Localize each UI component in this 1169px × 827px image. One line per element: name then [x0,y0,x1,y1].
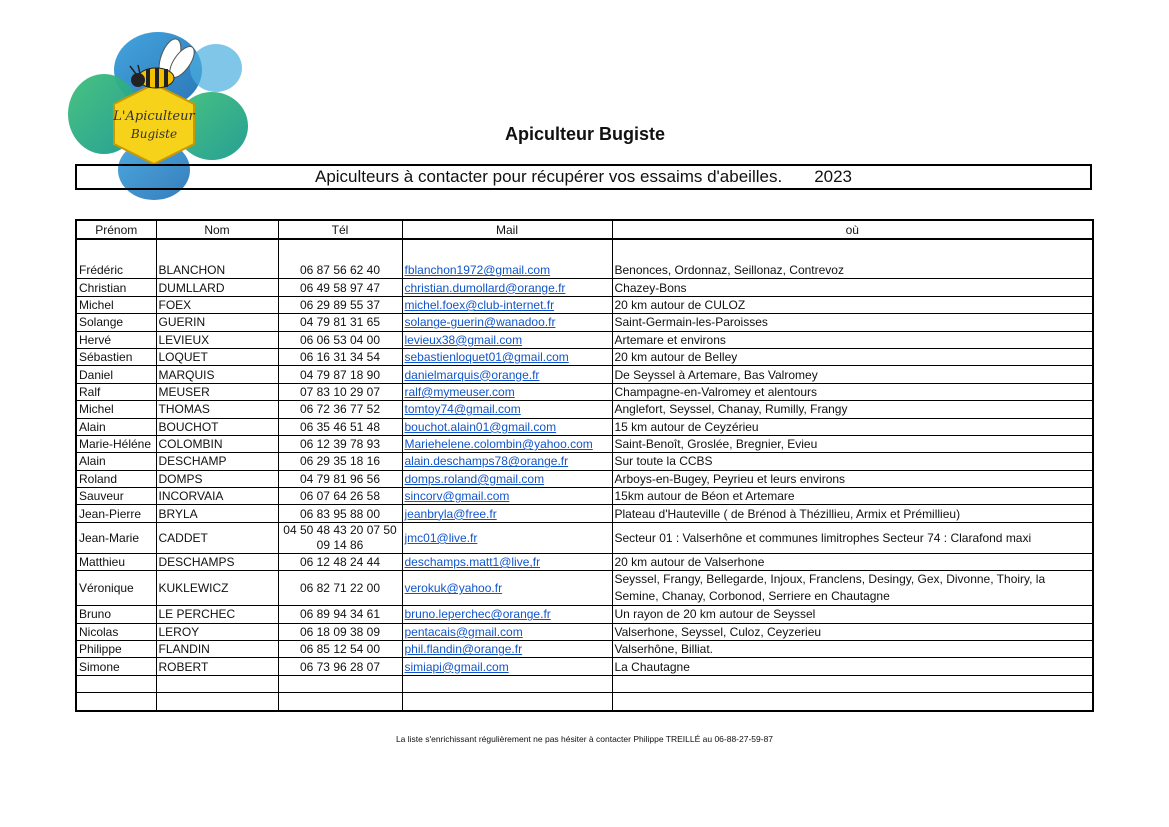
cell-ou: Secteur 01 : Valserhône et communes limitrophes Secteur 74 : Clarafond maxi [612,522,1093,553]
email-link[interactable]: michel.foex@club-internet.fr [404,297,555,312]
table-row [76,366,1093,383]
cell-prenom [76,675,156,692]
cell-mail[interactable] [402,522,612,553]
cell-nom: LEROY [156,623,278,640]
subtitle-banner [75,164,1092,190]
cell-ou: Saint-Benoît, Groslée, Bregnier, Evieu [612,435,1093,452]
email-link[interactable]: jmc01@live.fr [404,530,478,545]
table-row [76,279,1093,296]
cell-mail [402,693,612,711]
cell-tel: 04 50 48 43 20 07 50 09 14 86 [278,522,402,553]
spacer-row [76,239,1093,262]
cell-prenom: Nicolas [76,623,156,640]
cell-ou: Anglefort, Seyssel, Chanay, Rumilly, Frangy [612,401,1093,418]
email-link[interactable]: phil.flandin@orange.fr [404,642,523,657]
cell-mail[interactable] [402,296,612,313]
table-row [76,641,1093,658]
table-row [76,505,1093,522]
email-link[interactable]: levieux38@gmail.com [404,332,523,347]
email-link[interactable]: deschamps.matt1@live,fr [404,555,541,570]
table-row [76,418,1093,435]
cell-tel: 04 79 81 96 56 [278,470,402,487]
page-title: Apiculteur Bugiste [504,124,665,144]
cell-ou: Artemare et environs [612,331,1093,348]
cell-prenom: Alain [76,418,156,435]
cell-nom: DUMLLARD [156,279,278,296]
cell-tel: 06 49 58 97 47 [278,279,402,296]
email-link[interactable]: domps.roland@gmail.com [404,471,545,486]
email-link[interactable]: solange-guerin@wanadoo.fr [404,315,556,330]
cell-ou: Un rayon de 20 km autour de Seyssel [612,606,1093,623]
cell-nom [156,693,278,711]
cell-ou: 20 km autour de Valserhone [612,553,1093,570]
cell-ou: Chazey-Bons [612,279,1093,296]
cell-tel: 06 29 35 18 16 [278,453,402,470]
cell-mail[interactable] [402,488,612,505]
email-link[interactable]: fblanchon1972@gmail.com [404,263,551,278]
cell-nom: MARQUIS [156,366,278,383]
cell-mail[interactable] [402,606,612,623]
cell-nom: FLANDIN [156,641,278,658]
cell-mail[interactable] [402,435,612,452]
table-row [76,348,1093,365]
cell-prenom: Ralf [76,383,156,400]
cell-ou: La Chautagne [612,658,1093,675]
cell-ou: 15 km autour de Ceyzérieu [612,418,1093,435]
cell-tel: 06 83 95 88 00 [278,505,402,522]
cell-prenom: Solange [76,314,156,331]
cell-tel: 06 89 94 34 61 [278,606,402,623]
cell-mail[interactable] [402,366,612,383]
table-row [76,571,1093,606]
cell-prenom: Marie-Héléne [76,435,156,452]
col-header-prenom: Prénom [76,220,156,239]
cell-mail[interactable] [402,262,612,279]
cell-nom: BLANCHON [156,262,278,279]
cell-ou: Arboys-en-Bugey, Peyrieu et leurs environs [612,470,1093,487]
cell-tel: 06 06 53 04 00 [278,331,402,348]
subtitle-text: Apiculteurs à contacter pour récupérer vos essaims d'abeilles. [314,167,783,186]
cell-prenom: Jean-Marie [76,522,156,553]
cell-tel: 06 73 96 28 07 [278,658,402,675]
cell-ou: De Seyssel à Artemare, Bas Valromey [612,366,1093,383]
cell-prenom: Sauveur [76,488,156,505]
table-row [76,488,1093,505]
cell-nom: DESCHAMPS [156,553,278,570]
cell-nom [156,675,278,692]
cell-nom: LOQUET [156,348,278,365]
cell-tel: 06 18 09 38 09 [278,623,402,640]
email-link[interactable]: ralf@mymeuser.com [404,384,515,399]
cell-tel: 06 16 31 34 54 [278,348,402,365]
email-link[interactable]: sincorv@gmail.com [404,489,510,504]
cell-tel: 04 79 81 31 65 [278,314,402,331]
cell-ou: Seyssel, Frangy, Bellegarde, Injoux, Franclens, Desingy, Gex, Divonne, Thoiry, la Semine, Chanay, Corbonod, Serriere en Chautagne [612,571,1093,606]
cell-ou: Champagne-en-Valromey et alentours [612,383,1093,400]
cell-ou [612,675,1093,692]
cell-prenom [76,693,156,711]
cell-nom: GUERIN [156,314,278,331]
email-link[interactable]: alain.deschamps78@orange.fr [404,454,569,469]
cell-tel: 06 82 71 22 00 [278,571,402,606]
table-row [76,314,1093,331]
cell-mail[interactable] [402,279,612,296]
cell-mail[interactable] [402,348,612,365]
email-link[interactable]: tomtoy74@gmail.com [404,402,521,417]
cell-prenom: Simone [76,658,156,675]
cell-tel: 04 79 87 18 90 [278,366,402,383]
cell-prenom: Matthieu [76,553,156,570]
cell-nom: ROBERT [156,658,278,675]
cell-mail [402,675,612,692]
cell-mail[interactable] [402,314,612,331]
cell-ou [612,693,1093,711]
cell-tel [278,693,402,711]
col-header-nom: Nom [156,220,278,239]
cell-nom: LEVIEUX [156,331,278,348]
footer-note: La liste s'enrichissant régulièrement ne pas hésiter à contacter Philippe TREILLÉ au 06-88-27-59-87 [395,734,774,744]
table-row [76,522,1093,553]
cell-prenom: Michel [76,401,156,418]
cell-prenom: Jean-Pierre [76,505,156,522]
email-link[interactable]: danielmarquis@orange.fr [404,367,540,382]
cell-nom: COLOMBIN [156,435,278,452]
email-link[interactable]: simiapi@gmail.com [404,659,509,674]
cell-ou: Valserhône, Billiat. [612,641,1093,658]
cell-ou: 20 km autour de Belley [612,348,1093,365]
cell-mail[interactable] [402,418,612,435]
cell-tel: 06 85 12 54 00 [278,641,402,658]
email-link[interactable]: pentacais@gmail.com [404,624,523,639]
cell-mail[interactable] [402,453,612,470]
cell-ou: Valserhone, Seyssel, Culoz, Ceyzerieu [612,623,1093,640]
col-header-ou: où [612,220,1093,239]
cell-ou: Saint-Germain-les-Paroisses [612,314,1093,331]
cell-prenom: Frédéric [79,263,124,278]
col-header-tel: Tél [278,220,402,239]
cell-tel: 06 72 36 77 52 [278,401,402,418]
table-row [76,453,1093,470]
table-row [76,606,1093,623]
cell-ou: Plateau d'Hauteville ( de Brénod à Thézillieu, Armix et Prémillieu) [612,505,1093,522]
table-row [76,675,1093,692]
cell-ou: 15km autour de Béon et Artemare [612,488,1093,505]
cell-mail[interactable] [402,470,612,487]
cell-mail[interactable] [402,658,612,675]
table-row [76,658,1093,675]
table-row [76,331,1093,348]
cell-tel: 06 07 64 26 58 [278,488,402,505]
cell-nom: LE PERCHEC [156,606,278,623]
cell-mail[interactable] [402,331,612,348]
table-header-row [76,220,1093,239]
logo-line2: Bugiste [130,127,178,141]
cell-nom: BOUCHOT [156,418,278,435]
email-link[interactable]: verokuk@yahoo.fr [404,581,503,596]
cell-prenom: Roland [76,470,156,487]
cell-ou: Benonces, Ordonnaz, Seillonaz, Contrevoz [612,262,1093,279]
cell-tel [278,675,402,692]
cell-nom: MEUSER [156,383,278,400]
cell-prenom: Daniel [76,366,156,383]
table-row [76,470,1093,487]
cell-nom: INCORVAIA [156,488,278,505]
cell-mail[interactable] [402,641,612,658]
cell-mail[interactable] [402,571,612,606]
cell-ou: Sur toute la CCBS [612,453,1093,470]
cell-tel: 06 29 89 55 37 [278,296,402,313]
cell-tel: 06 12 39 78 93 [278,435,402,452]
cell-nom: KUKLEWICZ [156,571,278,606]
cell-prenom: Hervé [76,331,156,348]
cell-mail[interactable] [402,505,612,522]
cell-nom: THOMAS [156,401,278,418]
cell-prenom: Bruno [76,606,156,623]
cell-prenom: Philippe [76,641,156,658]
cell-tel: 06 87 56 62 40 [278,262,402,279]
cell-prenom: Véronique [76,571,156,606]
cell-mail[interactable] [402,553,612,570]
beekeepers-table [75,219,1094,712]
email-link[interactable]: bouchot.alain01@gmail.com [404,419,557,434]
table-row [76,623,1093,640]
cell-mail[interactable] [402,623,612,640]
email-link[interactable]: Mariehelene.colombin@yahoo.com [404,437,593,452]
cell-tel: 07 83 10 29 07 [278,383,402,400]
cell-prenom: Christian [76,279,156,296]
cell-nom: DOMPS [156,470,278,487]
email-link[interactable]: christian.dumollard@orange.fr [404,280,566,295]
table-row [76,553,1093,570]
cell-mail[interactable] [402,401,612,418]
email-link[interactable]: sebastienloquet01@gmail.com [404,350,569,365]
cell-tel: 06 12 48 24 44 [278,553,402,570]
email-link[interactable]: bruno.leperchec@orange.fr [404,607,551,622]
table-row [76,401,1093,418]
logo-line1: L'Apiculteur [113,109,195,124]
table-row [76,693,1093,711]
cell-nom: BRYLA [156,505,278,522]
subtitle-year: 2023 [814,167,853,186]
cell-prenom: Sébastien [76,348,156,365]
cell-prenom: Michel [76,296,156,313]
cell-prenom: Alain [76,453,156,470]
cell-nom: FOEX [156,296,278,313]
cell-nom: CADDET [156,522,278,553]
table-row [76,262,1093,279]
cell-nom: DESCHAMP [156,453,278,470]
cell-tel: 06 35 46 51 48 [278,418,402,435]
table-row [76,435,1093,452]
cell-ou: 20 km autour de CULOZ [612,296,1093,313]
table-row [76,383,1093,400]
email-link[interactable]: jeanbryla@free.fr [404,506,497,521]
cell-mail[interactable] [402,383,612,400]
table-row [76,296,1093,313]
col-header-mail: Mail [402,220,612,239]
